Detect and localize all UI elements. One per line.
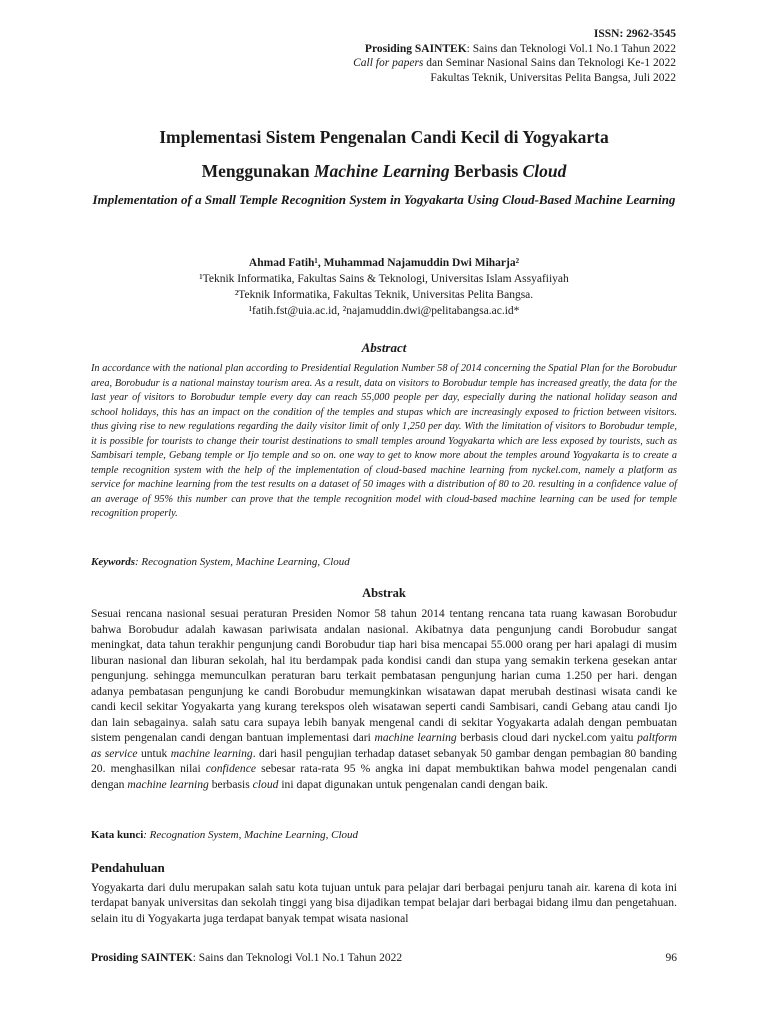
title-part-italic: Machine Learning bbox=[313, 161, 450, 181]
keywords-label: Keywords bbox=[91, 556, 135, 568]
abstrak-italic: machine learning bbox=[374, 731, 457, 744]
keywords bbox=[91, 556, 677, 568]
title-part-italic: Cloud bbox=[522, 161, 567, 181]
abstrak-italic: cloud bbox=[252, 777, 279, 791]
author-names: Ahmad Fatih¹, Muhammad Najamuddin Dwi Miharja² bbox=[248, 257, 520, 269]
title-line-1: Implementasi Sistem Pengenalan Candi Kecil di Yogyakarta bbox=[159, 127, 609, 147]
english-title: Implementation of a Small Temple Recognition System in Yogyakarta Using Cloud-Based Machine Learning bbox=[92, 192, 676, 207]
abstract-text: In accordance with the national plan according to Presidential Regulation Number 58 of 2014 concerning the Spatial Plan for the Borobudur area, Borobudur is a national mainstay tourism area. As a result, data on visitors to Borobudur temple has increased greatly, the data for the last year of visitors to Borobudur temple every day can reach 55,000 people per day, especially during the national holiday season and school holidays, this has an impact on the condition of the temples and stupas which are increasingly exposed to friction between visitors. thus giving rise to new regulations regarding the daily visitor limit of only 1,250 per day. With the limitation of visitors to Borobudur temple, it is possible for tourists to change their tourist destinations to small temples around Yogyakarta which are less exposed by tourists, such as Sambisari temple, Gebang temple or Ijo temple and so on. one way to get to know more about the temples around Yogyakarta is to create a temple recognition system with the help of the implementation of cloud-based machine learning from nyckel.com, namely a platform as service for machine learning from the test results on a dataset of 50 images with a distribution of 80 to 20. resulting in a confidence value of an average of 95% this number can prove that the temple recognition model with cloud-based machine learning can be used for temple recognition properly. bbox=[91, 363, 677, 519]
abstrak-part: Sesuai rencana nasional sesuai peraturan Presiden Nomor 58 tahun 2014 tentang rencana tata ruang kawasan Borobudur bahwa Borobudur adalah kawasan pariwisata andalan nasional. Akibatnya data pengunjung candi Borobudur sangat meningkat, data tahun terakhir pengunjung candi Borobudur tiap hari bisa mencapai 55.000 orang per hari apalagi di musim liburan nasional dan liburan sekolah, hal itu berdampak pada kondisi candi dan stupa yang semakin terkena gesekan antar pengunjung. sehingga memunculkan peraturan baru terkait pembatasan pengunjung harian cuma 1.250 per hari. dengan adanya pembatasan pengunjung ke candi Borobudur memungkinkan wisatawan dapat merubah destinasi wisata candi ke candi kecil sekitar Yogyakarta yang kurang terekspos oleh wisatawan seperti candi Sambisari, candi Gebang atau candi Ijo dan lain sebagainya. salah satu cara supaya lebih banyak mengenal candi di sekitar Yogyakarta adalah dengan pembuatan sistem pengenalan candi dengan bantuan implementasi dari bbox=[91, 607, 677, 744]
call-for-papers: Call for papers bbox=[353, 57, 424, 69]
page-footer bbox=[91, 952, 677, 964]
footer-volume: : Sains dan Teknologi Vol.1 No.1 Tahun 2022 bbox=[192, 952, 403, 964]
abstrak-italic: machine learning bbox=[127, 777, 209, 791]
kata-kunci-list: : Recognation System, Machine Learning, Cloud bbox=[143, 829, 359, 841]
journal-volume: : Sains dan Teknologi Vol.1 No.1 Tahun 2022 bbox=[466, 42, 676, 55]
publisher-line: Fakultas Teknik, Universitas Pelita Bangsa, Juli 2022 bbox=[430, 71, 676, 84]
conference-line bbox=[353, 56, 676, 71]
abstrak-italic: paltform as service bbox=[91, 731, 678, 760]
keywords-list: : Recognation System, Machine Learning, Cloud bbox=[135, 556, 350, 568]
author-block bbox=[60, 255, 708, 319]
kata-kunci bbox=[91, 829, 677, 841]
footer-journal-name: Prosiding SAINTEK bbox=[91, 952, 193, 964]
abstrak-part: . dari hasil pengujian terhadap dataset sebanyak 50 gambar dengan pembagian 80 banding 20. menghasilkan nilai bbox=[91, 746, 677, 775]
abstrak-part: ini dapat digunakan untuk pengenalan candi dengan baik. bbox=[278, 777, 548, 791]
abstract-heading: Abstract bbox=[361, 340, 407, 355]
affiliation-1: ¹Teknik Informatika, Fakultas Sains & Teknologi, Universitas Islam Assyafiiyah bbox=[199, 273, 569, 285]
issn: ISSN: 2962-3545 bbox=[593, 28, 676, 40]
section-heading-pendahuluan: Pendahuluan bbox=[91, 860, 165, 875]
title-part: Menggunakan bbox=[201, 161, 314, 181]
abstrak-italic: machine learning bbox=[170, 746, 253, 760]
abstrak-part: berbasis bbox=[208, 777, 253, 791]
intro-paragraph: Yogyakarta dari dulu merupakan salah satu kota tujuan untuk para pelajar dari berbagai penjuru tanah air. karena di kota ini terdapat banyak universitas dan sekolah tinggi yang bisa dijadikan tempat belajar dari berbagai bidang ilmu dan pengetahuan. selain itu di Yogyakarta juga terdapat banyak tempat wisata nasional bbox=[91, 881, 677, 925]
abstrak-part: untuk bbox=[137, 746, 171, 760]
abstrak-part: berbasis cloud dari nyckel.com yaitu bbox=[456, 731, 638, 744]
abstrak-italic: confidence bbox=[205, 762, 256, 775]
page-number: 96 bbox=[665, 952, 677, 964]
kata-kunci-label: Kata kunci bbox=[91, 829, 144, 841]
abstrak-text bbox=[91, 606, 677, 792]
title-part: Berbasis bbox=[449, 161, 523, 181]
abstrak-part: sebesar rata-rata 95 % angka ini dapat membuktikan bahwa model pengenalan candi dengan bbox=[91, 762, 677, 791]
journal-line bbox=[353, 42, 676, 57]
author-emails: ¹fatih.fst@uia.ac.id, ²najamuddin.dwi@pelitabangsa.ac.id* bbox=[248, 305, 520, 317]
conference-name: dan Seminar Nasional Sains dan Teknologi Ke-1 2022 bbox=[423, 57, 676, 69]
paper-title bbox=[60, 120, 708, 188]
journal-header bbox=[353, 27, 676, 85]
affiliation-2: ²Teknik Informatika, Fakultas Teknik, Universitas Pelita Bangsa. bbox=[234, 289, 534, 301]
abstrak-heading: Abstrak bbox=[362, 586, 406, 600]
journal-name: Prosiding SAINTEK bbox=[364, 42, 467, 55]
